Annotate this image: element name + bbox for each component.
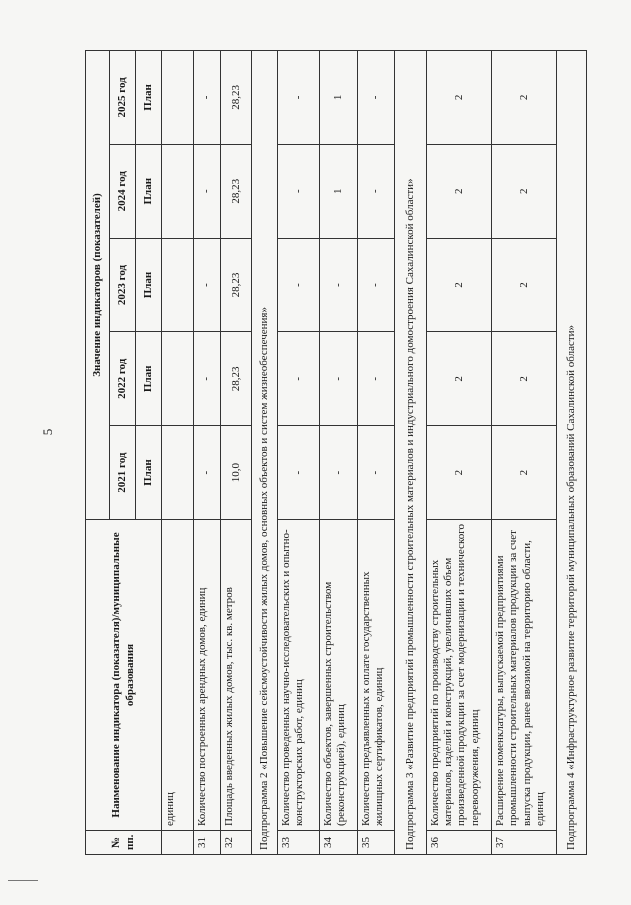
indicator-value-4: - — [193, 51, 220, 145]
header-year-3: 2024 год — [110, 144, 136, 238]
indicator-value-3 — [162, 144, 194, 238]
indicator-value-0 — [162, 426, 194, 520]
indicator-value-2: 2 — [492, 238, 557, 332]
row-number: 33 — [277, 831, 319, 855]
header-year-0: 2021 год — [110, 426, 136, 520]
header-year-2: 2023 год — [110, 238, 136, 332]
indicator-value-0: 2 — [492, 426, 557, 520]
indicator-name: Площадь введенных жилых домов, тыс. кв. метров — [220, 520, 252, 831]
header-name: Наименование индикатора (показателя)/муниципальные образования — [86, 520, 162, 831]
indicator-value-3: 2 — [427, 144, 492, 238]
indicator-value-1: - — [193, 332, 220, 426]
rotated-table-wrapper — [85, 50, 587, 855]
header-plan-2: План — [136, 238, 162, 332]
indicator-name: Количество предъявленных к оплате государственных жилищных сертификатов, единиц — [357, 520, 395, 831]
header-plan-0: План — [136, 426, 162, 520]
header-year-1: 2022 год — [110, 332, 136, 426]
indicator-value-1: - — [319, 332, 357, 426]
indicator-name: Количество объектов, завершенных строительством (реконструкцией), единиц — [319, 520, 357, 831]
indicator-value-0: - — [277, 426, 319, 520]
indicator-name: единиц — [162, 520, 194, 831]
indicator-value-3: 2 — [492, 144, 557, 238]
indicator-value-3: - — [277, 144, 319, 238]
indicator-value-4: 2 — [427, 51, 492, 145]
footer-line — [8, 880, 38, 881]
header-plan-4: План — [136, 51, 162, 145]
indicator-value-4: - — [357, 51, 395, 145]
indicator-value-0: - — [193, 426, 220, 520]
indicator-value-1: - — [357, 332, 395, 426]
header-year-4: 2025 год — [110, 51, 136, 145]
header-num: № пп. — [86, 831, 162, 855]
row-number: 31 — [193, 831, 220, 855]
page-number: 5 — [40, 428, 55, 436]
indicator-value-3: 1 — [319, 144, 357, 238]
indicator-value-1: 28,23 — [220, 332, 252, 426]
indicator-value-2: - — [277, 238, 319, 332]
indicators-table — [85, 50, 587, 855]
indicator-value-2: 28,23 — [220, 238, 252, 332]
indicator-name: Количество предприятий по производству строительных материалов, изделий и конструкций, увеличивших объем произведенной продукции за счет модернизации и технического перевооружения, единиц — [427, 520, 492, 831]
indicator-value-2: 2 — [427, 238, 492, 332]
indicator-value-3: 28,23 — [220, 144, 252, 238]
indicator-value-0: 10,0 — [220, 426, 252, 520]
indicator-value-1: - — [277, 332, 319, 426]
indicator-name: Расширение номенклатуры, выпускаемой предприятиями промышленности строительных материалов продукции за счет выпуска продукции, ранее ввозимой на территорию области, единиц — [492, 520, 557, 831]
table-row — [492, 51, 557, 855]
subprogram-row — [252, 51, 277, 855]
table-row — [427, 51, 492, 855]
indicator-value-3: - — [357, 144, 395, 238]
table-row — [162, 51, 194, 855]
indicator-value-3: - — [193, 144, 220, 238]
table-row — [357, 51, 395, 855]
indicator-value-2 — [162, 238, 194, 332]
row-number — [162, 831, 194, 855]
indicator-value-2: - — [357, 238, 395, 332]
subprogram-row — [557, 51, 587, 855]
row-number: 35 — [357, 831, 395, 855]
table-row — [319, 51, 357, 855]
row-number: 32 — [220, 831, 252, 855]
indicator-value-2: - — [319, 238, 357, 332]
table-row — [193, 51, 220, 855]
subprogram-title: Подпрограмма 4 «Инфраструктурное развитие территорий муниципальных образований Сахалинской области» — [557, 51, 587, 855]
subprogram-title: Подпрограмма 2 «Повышение сейсмоустойчивости жилых домов, основных объектов и систем жизнеобеспечения» — [252, 51, 277, 855]
subprogram-title: Подпрограмма 3 «Развитие предприятий промышленности строительных материалов и индустриального домостроения Сахалинской области» — [395, 51, 427, 855]
indicator-name: Количество проведенных научно-исследовательских и опытно-конструкторских работ, единиц — [277, 520, 319, 831]
header-plan-1: План — [136, 332, 162, 426]
header-values-title: Значение индикаторов (показателей) — [86, 51, 110, 520]
table-row — [220, 51, 252, 855]
indicator-value-4 — [162, 51, 194, 145]
indicator-value-0: - — [319, 426, 357, 520]
table-row — [277, 51, 319, 855]
indicator-value-0: - — [357, 426, 395, 520]
header-plan-3: План — [136, 144, 162, 238]
subprogram-row — [395, 51, 427, 855]
indicator-value-1: 2 — [492, 332, 557, 426]
row-number: 37 — [492, 831, 557, 855]
indicator-value-4: 28,23 — [220, 51, 252, 145]
indicator-value-1 — [162, 332, 194, 426]
row-number: 36 — [427, 831, 492, 855]
indicator-value-4: 2 — [492, 51, 557, 145]
indicator-value-2: - — [193, 238, 220, 332]
indicator-value-0: 2 — [427, 426, 492, 520]
row-number: 34 — [319, 831, 357, 855]
indicator-name: Количество построенных арендных домов, единиц — [193, 520, 220, 831]
indicator-value-4: 1 — [319, 51, 357, 145]
indicator-value-1: 2 — [427, 332, 492, 426]
indicator-value-4: - — [277, 51, 319, 145]
